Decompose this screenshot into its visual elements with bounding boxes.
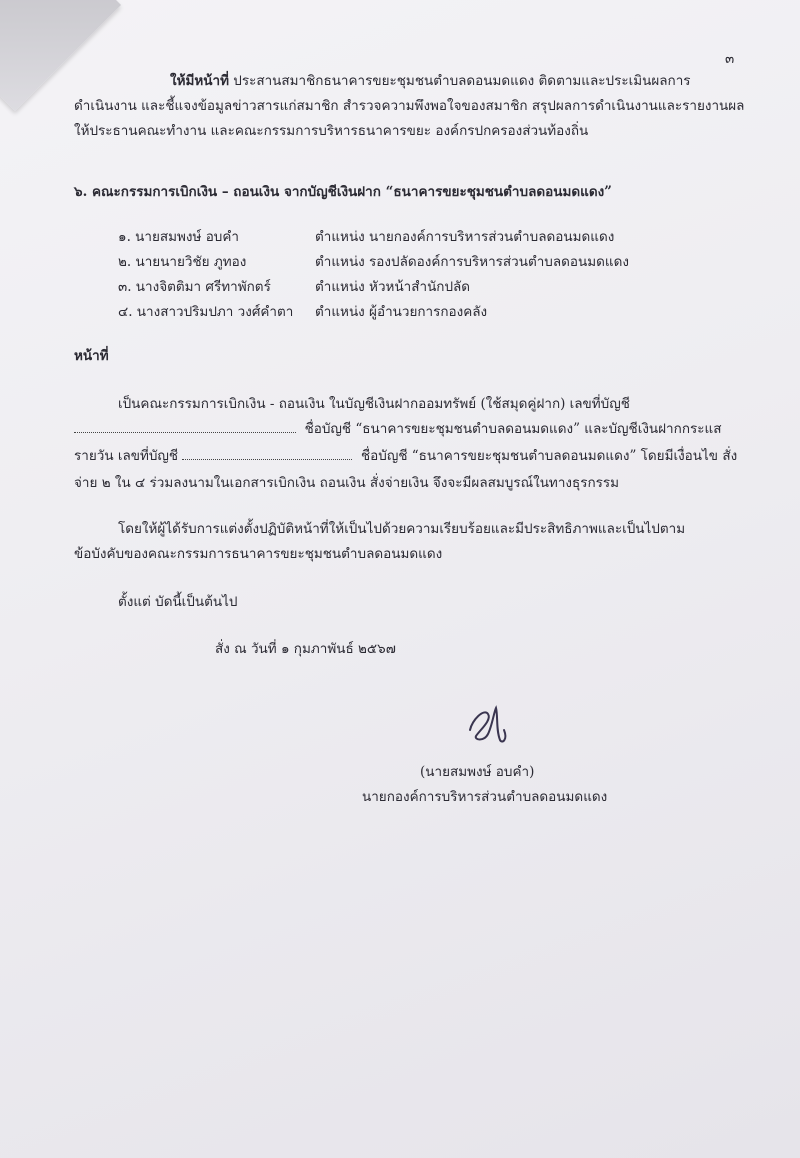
account-number-blank-2 xyxy=(182,447,352,460)
member-4-position: ตำแหน่ง ผู้อำนวยการกองคลัง xyxy=(315,304,488,320)
duties-line3 xyxy=(74,447,737,465)
closing-line1: โดยให้ผู้ได้รับการแต่งตั้งปฏิบัติหน้าที่ให้เป็นไปด้วยความเรียบร้อยและมีประสิทธิภาพและเป็นไปตาม xyxy=(118,521,686,537)
signature-mark xyxy=(462,700,512,746)
folded-corner xyxy=(0,0,121,111)
page-number: ๓ xyxy=(725,51,735,67)
duties-line2 xyxy=(74,420,721,438)
duties-line2-text: ชื่อบัญชี “ธนาคารขยะชุมชนตำบลดอนมดแดง” และบัญชีเงินฝากกระแส xyxy=(304,421,722,437)
closing-line2: ข้อบังคับของคณะกรรมการธนาคารขยะชุมชนตำบลดอนมดแดง xyxy=(74,546,443,562)
member-3-position: ตำแหน่ง หัวหน้าสำนักปลัด xyxy=(315,279,471,295)
member-1-position: ตำแหน่ง นายกองค์การบริหารส่วนตำบลดอนมดแดง xyxy=(315,229,615,245)
duties-heading: หน้าที่ xyxy=(74,348,109,364)
member-2-position: ตำแหน่ง รองปลัดองค์การบริหารส่วนตำบลดอนมดแดง xyxy=(315,254,629,270)
section6-heading: ๖. คณะกรรมการเบิกเงิน – ถอนเงิน จากบัญชีเงินฝาก “ธนาคารขยะชุมชนตำบลดอนมดแดง” xyxy=(74,184,612,200)
duties-line3a: รายวัน เลขที่บัญชี xyxy=(74,448,179,464)
effective-date-text: ตั้งแต่ บัดนี้เป็นต้นไป xyxy=(118,594,238,610)
member-2-name: ๒. นายนายวิชัย ภูทอง xyxy=(118,254,247,270)
duties-line4: จ่าย ๒ ใน ๔ ร่วมลงนามในเอกสารเบิกเงิน ถอนเงิน สั่งจ่ายเงิน จึงจะมีผลสมบูรณ์ในทางธุรกรรม xyxy=(74,475,620,491)
para1-line2: ดำเนินงาน และชี้แจงข้อมูลข่าวสารแก่สมาชิก สำรวจความพึงพอใจของสมาชิก สรุปผลการดำเนินงานและรายงานผล xyxy=(74,98,745,114)
para1-lead: ให้มีหน้าที่ xyxy=(170,73,229,89)
order-date: สั่ง ณ วันที่ ๑ กุมภาพันธ์ ๒๕๖๗ xyxy=(215,641,396,657)
duties-line3b: ชื่อบัญชี “ธนาคารขยะชุมชนตำบลดอนมดแดง” โดยมีเงื่อนไข สั่ง xyxy=(360,448,738,464)
member-1-name: ๑. นายสมพงษ์ อบคำ xyxy=(118,229,239,245)
signatory-name: (นายสมพงษ์ อบคำ) xyxy=(420,764,535,780)
duties-line1: เป็นคณะกรรมการเบิกเงิน - ถอนเงิน ในบัญชีเงินฝากออมทรัพย์ (ใช้สมุดคู่ฝาก) เลขที่บัญชี xyxy=(118,396,630,412)
member-3-name: ๓. นางจิตติมา ศรีทาพักตร์ xyxy=(118,279,271,295)
para1-line1 xyxy=(170,72,691,90)
signatory-title: นายกองค์การบริหารส่วนตำบลดอนมดแดง xyxy=(362,789,608,805)
para1-line1-text: ประสานสมาชิกธนาคารขยะชุมชนตำบลดอนมดแดง ติดตามและประเมินผลการ xyxy=(229,73,691,89)
account-number-blank-1 xyxy=(74,420,296,433)
member-4-name: ๔. นางสาวปริมปภา วงศ์คำตา xyxy=(118,304,294,320)
para1-line3: ให้ประธานคณะทำงาน และคณะกรรมการบริหารธนาคารขยะ องค์กรปกครองส่วนท้องถิ่น xyxy=(74,123,589,139)
